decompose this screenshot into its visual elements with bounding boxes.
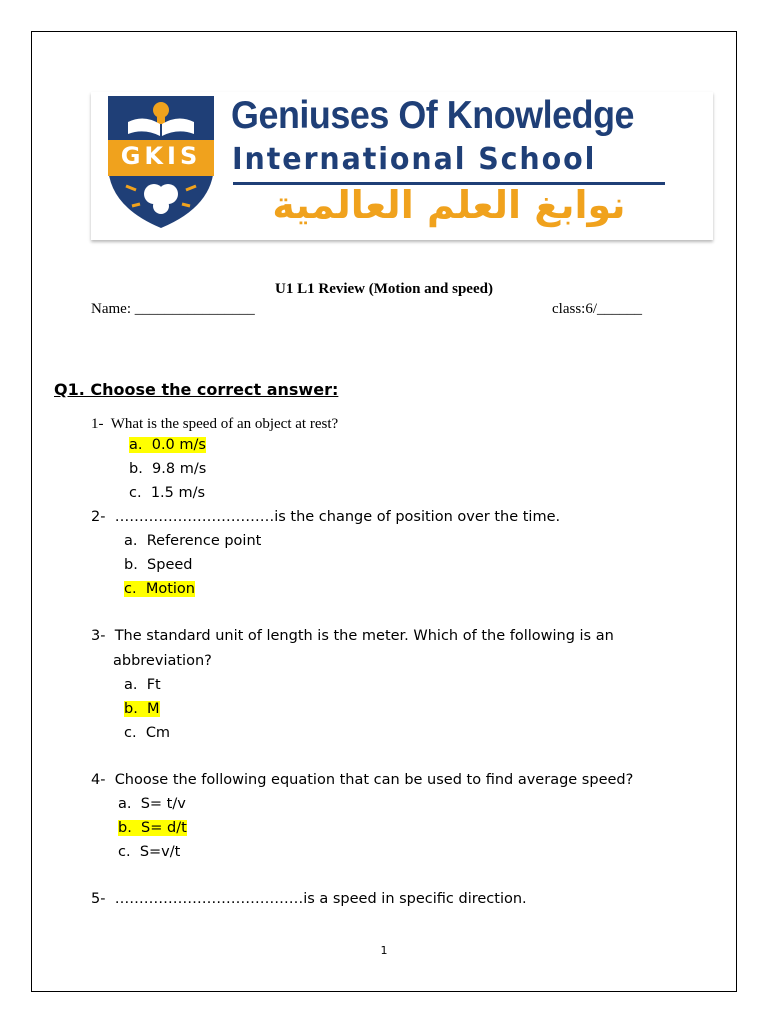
question-2 <box>91 509 560 525</box>
logo-abbreviation: GKIS <box>120 142 202 170</box>
question-4 <box>91 772 633 788</box>
section-heading: Q1. Choose the correct answer: <box>54 380 339 399</box>
question-number: 4- <box>91 772 106 788</box>
option-1c: c. 1.5 m/s <box>129 485 206 501</box>
option-4a: a. S= t/v <box>118 796 186 812</box>
school-logo-banner <box>91 92 713 240</box>
question-text: What is the speed of an object at rest? <box>110 416 339 432</box>
class-field-label: class:6/______ <box>552 301 642 317</box>
option-4b: b. S= d/t <box>118 820 187 836</box>
option-3a: a. Ft <box>124 677 161 693</box>
question-text: The standard unit of length is the meter. Which of the following is an <box>114 628 614 644</box>
question-number: 1- <box>91 416 104 432</box>
question-text: …………………………………is a speed in specific direction. <box>114 891 527 907</box>
question-number: 2- <box>91 509 106 525</box>
page-number: 1 <box>380 944 388 957</box>
worksheet-title: U1 L1 Review (Motion and speed) <box>275 281 493 297</box>
school-name-line1: Geniuses Of Knowledge <box>231 94 635 137</box>
question-3 <box>91 628 614 644</box>
name-field-label: Name: ________________ <box>91 301 255 317</box>
question-text: Choose the following equation that can be used to find average speed? <box>114 772 634 788</box>
option-4c: c. S=v/t <box>118 844 181 860</box>
option-2c: c. Motion <box>124 581 195 597</box>
question-5 <box>91 891 527 907</box>
option-1b: b. 9.8 m/s <box>129 461 207 477</box>
question-number: 5- <box>91 891 106 907</box>
option-2a: a. Reference point <box>124 533 262 549</box>
school-name-line2: International School <box>232 142 597 177</box>
question-3-text-line2: abbreviation? <box>113 653 212 669</box>
question-number: 3- <box>91 628 106 644</box>
option-3c: c. Cm <box>124 725 171 741</box>
school-name-arabic: نوابغ العلم العالمية <box>272 183 626 227</box>
question-1 <box>91 416 338 433</box>
option-2b: b. Speed <box>124 557 193 573</box>
question-text: ……………………………is the change of position over the time. <box>114 509 561 525</box>
option-1a: a. 0.0 m/s <box>129 437 206 453</box>
option-3b: b. M <box>124 701 160 717</box>
